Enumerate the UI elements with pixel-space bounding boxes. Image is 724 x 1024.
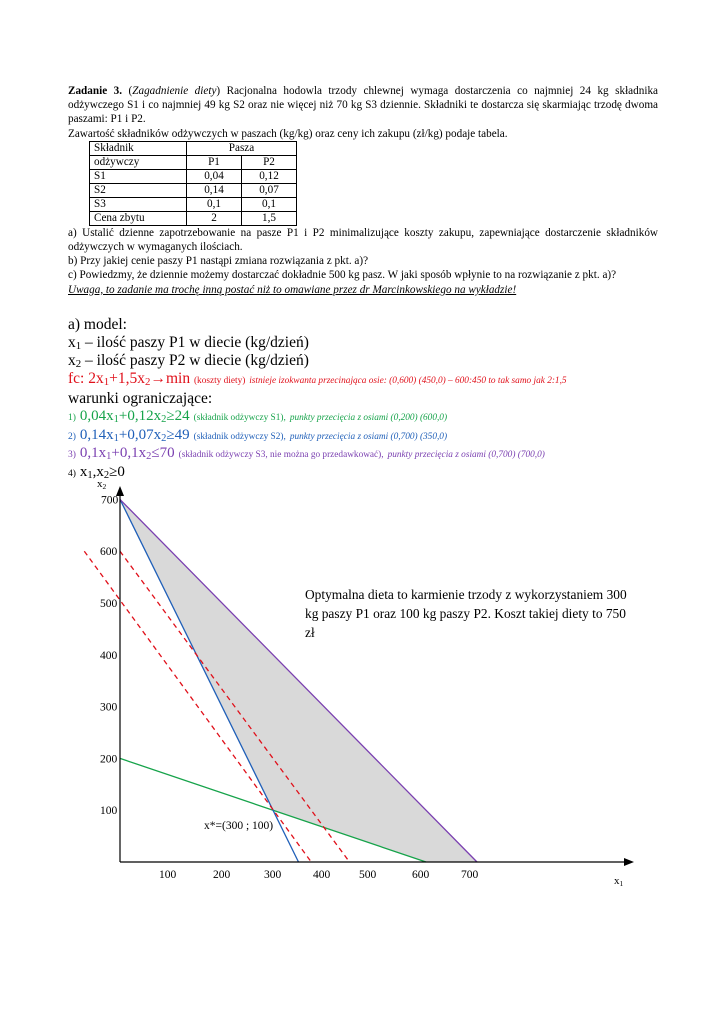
question-b: b) Przy jakiej cenie paszy P1 nastąpi zmiana rozwiązania z pkt. a)?	[68, 255, 369, 268]
y-tick-label: 600	[100, 546, 118, 559]
solution-annotation: Optymalna dieta to karmienie trzody z wykorzystaniem 300 kg paszy P1 oraz 100 kg paszy P2. Koszt takiej diety to 750 zł	[305, 587, 627, 640]
x-tick-label: 100	[159, 869, 177, 881]
x-axis-arrow	[624, 858, 634, 866]
objective-function: fc: $2x_1+1,5x_2\to\min$ (koszty diety) istnieje izokwanta przecinająca osie: (0,600) (450,0) – 600:450 to tak samo jak 2:1,5	[68, 370, 567, 388]
task-description: ) Racjonalna hodowla trzody chlewnej wymaga dostarczenia co najmniej 24 kg składnika odżywczego S1 i co najmniej 49 kg S2 oraz nie więcej niż 70 kg S3 dziennie. Składniki te dostarcza się skarmiając trzodę dwoma paszami: P1 i P2.	[68, 85, 658, 126]
y-tick-label: 500	[100, 598, 118, 610]
constraint-nonneg: 4) $x_1,x_2\ge 0$	[68, 463, 125, 481]
y-axis-label-sub: 2	[102, 482, 107, 491]
table-cell: 0,1	[242, 197, 297, 211]
x-tick-label: 300	[264, 869, 282, 881]
table-cell: 0,1	[187, 197, 242, 211]
table-cell: Cena zbytu	[90, 211, 187, 225]
table-cell: S1	[90, 169, 187, 183]
y-tick-label: 700	[101, 494, 119, 507]
table-cell: S2	[90, 183, 187, 197]
constraints-title: warunki ograniczające:	[68, 390, 213, 407]
y-tick-label: 100	[100, 805, 118, 818]
table-cell: 0,07	[242, 183, 297, 197]
y-axis-label: x2	[97, 478, 107, 491]
constraint-s1: 1) $0,04x_1+0,12x_2\ge 24$ (składnik odżywczy S1), punkty przecięcia z osiami (0,200) (600,0)	[68, 408, 448, 425]
question-c: c) Powiedzmy, że dziennie możemy dostarczać dokładnie 500 kg pasz. W jaki sposób wpłynie to na rozwiązanie z pkt. a)?	[68, 269, 617, 282]
model-title: a) model:	[68, 316, 127, 333]
task-paragraph: Zadanie 3. (Zagadnienie diety) Racjonalna hodowla trzody chlewnej wymaga dostarczenia co najmniej 24 kg składnika odżywczego S1 i co najmniej 49 kg S2 oraz nie więcej niż 70 kg S3 dziennie. Składniki te dostarcza się skarmiając trzodę dwoma paszami: P1 i P2.	[68, 85, 658, 126]
table-cell: 0,04	[187, 169, 242, 183]
table-header-nutrient-2: odżywczy	[90, 155, 187, 169]
variable-x2: $x_2$ – ilość paszy P2 w diecie (kg/dzień)	[68, 352, 309, 370]
table-cell: 0,14	[187, 183, 242, 197]
table-cell: 2	[187, 211, 242, 225]
variable-x1: $x_1$ – ilość paszy P1 w diecie (kg/dzień)	[68, 334, 309, 352]
table-cell: 0,12	[242, 169, 297, 183]
table-cell: 1,5	[242, 211, 297, 225]
task-header: Zadanie 3.	[68, 85, 123, 97]
x-tick-label: 200	[213, 869, 231, 881]
constraint-s3: 3) $0,1x_1+0,1x_2\le 70$ (składnik odżywczy S3, nie można go przedawkować), punkty przecięcia z osiami (0,700) (700,0)	[68, 445, 545, 462]
y-tick-label: 200	[100, 753, 118, 766]
x-axis-label-sub: 1	[619, 879, 624, 888]
task-note: Uwaga, to zadanie ma trochę inną postać niż to omawiane przez dr Marcinkowskiego na wykładzie!	[68, 283, 517, 296]
task-topic: Zagadnienie diety	[132, 85, 217, 97]
x-tick-label: 400	[313, 869, 331, 881]
table-header-p1: P1	[187, 155, 242, 169]
question-a: a) Ustalić dzienne zapotrzebowanie na pasze P1 i P2 minimalizujące koszty zakupu, zapewniające dostarczenie składników odżywczych w wymaganych ilościach.	[68, 226, 658, 254]
table-cell: S3	[90, 197, 187, 211]
table-intro: Zawartość składników odżywczych w paszach (kg/kg) oraz ceny ich zakupu (zł/kg) podaje tabela.	[68, 127, 508, 140]
x-tick-label: 500	[359, 869, 377, 881]
x-tick-label: 600	[412, 869, 430, 881]
x-axis-label: x1	[614, 875, 624, 888]
x-tick-label: 700	[461, 869, 479, 881]
y-tick-label: 300	[100, 701, 118, 714]
table-header-feed: Pasza	[187, 141, 297, 155]
table-header-nutrient: Składnik	[90, 141, 187, 155]
optimum-label: x*=(300 ; 100)	[204, 820, 274, 832]
y-tick-label: 400	[100, 649, 118, 662]
constraint-s2: 2) $0,14x_1+0,07x_2\ge 49$ (składnik odżywczy S2), punkty przecięcia z osiami (0,700) (350,0)	[68, 426, 448, 444]
table-header-p2: P2	[242, 155, 297, 169]
